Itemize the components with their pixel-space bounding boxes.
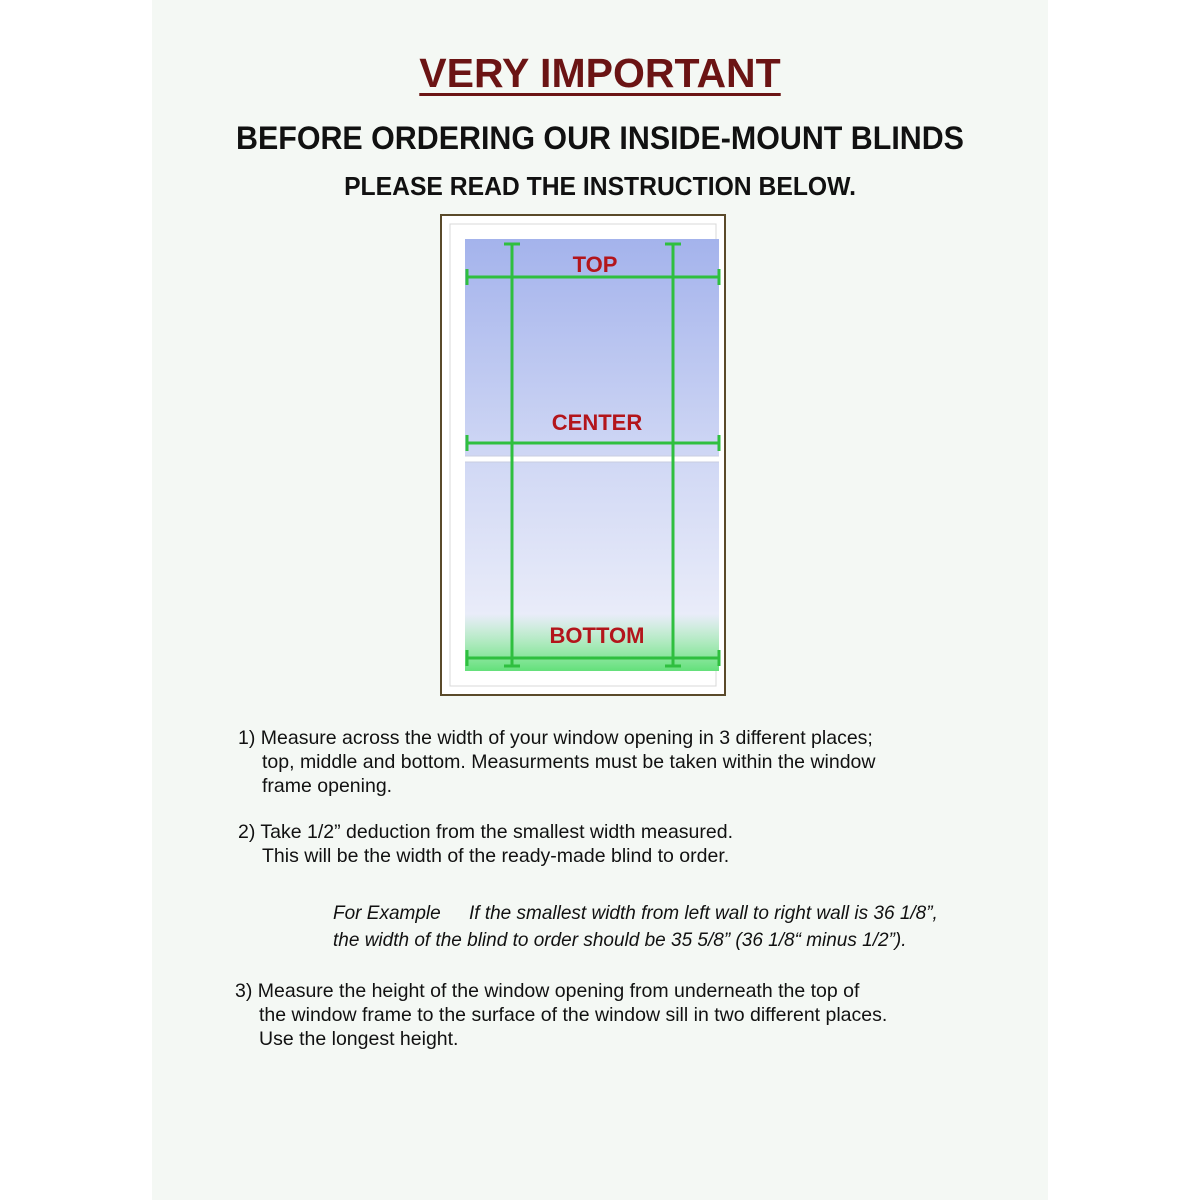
example-note	[333, 900, 938, 954]
example-text: If the smallest width from left wall to right wall is 36 1/8”,	[469, 903, 938, 924]
window-diagram-svg	[440, 214, 726, 696]
instruction-step-2	[238, 820, 733, 868]
instruction-step-3	[235, 979, 887, 1051]
page-subtitle-secondary: PLEASE READ THE INSTRUCTION BELOW.	[344, 171, 856, 201]
label-top: TOP	[572, 252, 618, 277]
window-glass	[465, 239, 719, 671]
window-meeting-rail	[465, 456, 719, 462]
instruction-step-1	[238, 726, 875, 798]
step-text: Measure across the width of your window opening in 3 different places;	[260, 727, 873, 749]
step-text: frame opening.	[262, 775, 393, 797]
window-measurement-diagram	[440, 214, 726, 696]
page-title: VERY IMPORTANT	[419, 50, 781, 96]
example-label: For Example	[333, 903, 441, 924]
label-bottom: BOTTOM	[549, 623, 645, 648]
step-number: 1)	[238, 727, 256, 749]
label-center: CENTER	[551, 410, 643, 435]
step-text: the window frame to the surface of the window sill in two different places.	[259, 1004, 888, 1026]
step-text: top, middle and bottom. Measurments must be taken within the window	[262, 751, 876, 773]
step-number: 2)	[238, 821, 256, 843]
step-text: Measure the height of the window opening from underneath the top of	[257, 980, 860, 1002]
step-text: Use the longest height.	[259, 1028, 459, 1050]
step-number: 3)	[235, 980, 253, 1002]
example-text: the width of the blind to order should be 35 5/8” (36 1/8“ minus 1/2”).	[333, 930, 907, 951]
page-subtitle: BEFORE ORDERING OUR INSIDE-MOUNT BLINDS	[236, 120, 964, 156]
step-text: Take 1/2” deduction from the smallest width measured.	[260, 821, 733, 843]
step-text: This will be the width of the ready-made blind to order.	[262, 845, 730, 867]
